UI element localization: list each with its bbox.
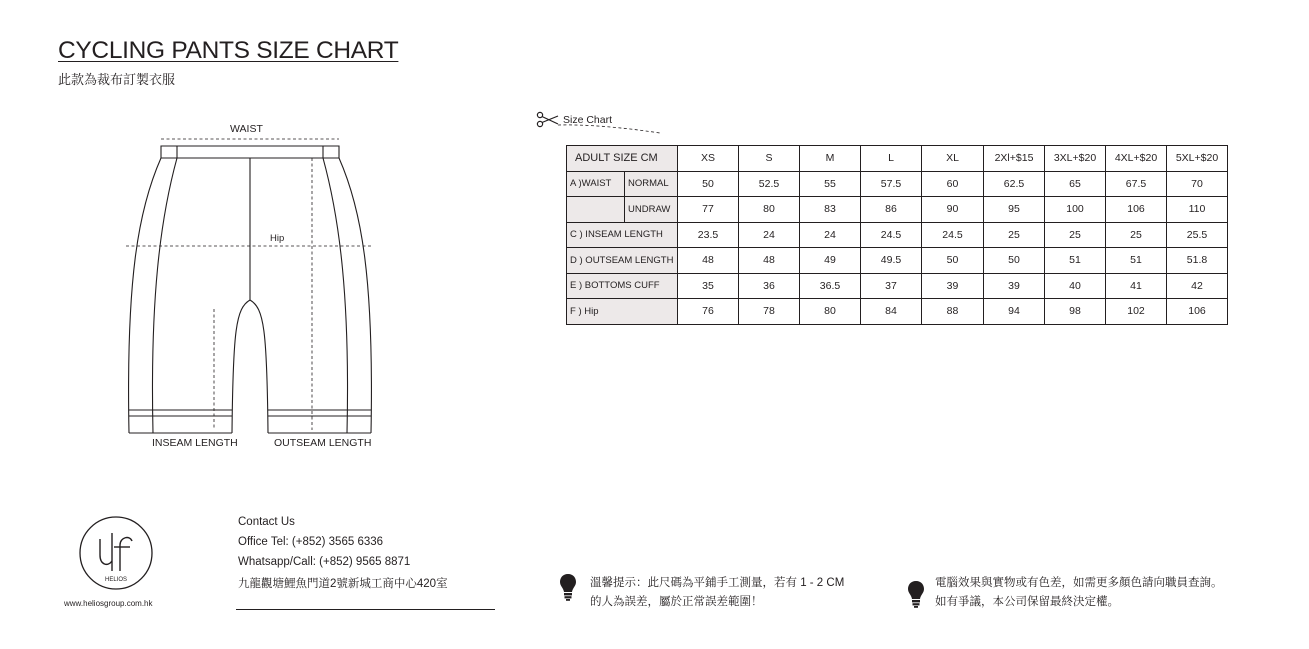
color-note [935, 574, 1223, 612]
table-row [567, 222, 1228, 248]
table-cell: 78 [739, 299, 800, 325]
table-cell: 42 [1167, 273, 1228, 299]
table-cell: 95 [984, 197, 1045, 223]
table-header-row [567, 146, 1228, 172]
waist-label: WAIST [230, 123, 263, 135]
table-cell: 86 [861, 197, 922, 223]
table-row [567, 299, 1228, 325]
table-cell: 65 [1045, 171, 1106, 197]
measurement-note-line: 溫馨提示：此尺碼為平鋪手工測量，若有 1 - 2 CM [590, 577, 845, 589]
inseam-length-label: INSEAM LENGTH [152, 437, 238, 449]
table-cell: 62.5 [984, 171, 1045, 197]
whatsapp-phone: Whatsapp/Call: (+852) 9565 8871 [238, 556, 411, 568]
color-note-line: 如有爭議，本公司保留最終決定權。 [935, 596, 1119, 608]
table-cell: 83 [800, 197, 861, 223]
size-header: XL [922, 146, 984, 172]
table-cell: 24.5 [861, 222, 922, 248]
lightbulb-icon [559, 573, 577, 601]
left-outer-seam [129, 158, 161, 433]
left-inseam [232, 300, 250, 433]
table-cell: 37 [861, 273, 922, 299]
table-cell: 35 [678, 273, 739, 299]
contact-title: Contact Us [238, 516, 295, 528]
helios-logo [78, 515, 154, 591]
table-row [567, 197, 1228, 223]
row-label: UNDRAW [625, 197, 678, 223]
address: 九龍觀塘鯉魚門道2號新城工商中心420室 [238, 578, 448, 590]
row-group-label [567, 197, 625, 223]
table-cell: 60 [922, 171, 984, 197]
table-cell: 50 [678, 171, 739, 197]
contact-divider [236, 609, 495, 610]
table-cell: 94 [984, 299, 1045, 325]
table-cell: 25 [1106, 222, 1167, 248]
table-cell: 51.8 [1167, 248, 1228, 274]
table-cell: 48 [678, 248, 739, 274]
row-group-label: A )WAIST [567, 171, 625, 197]
hip-label: Hip [270, 233, 285, 244]
table-cell: 102 [1106, 299, 1167, 325]
table-cell: 88 [922, 299, 984, 325]
right-outer-seam [339, 158, 371, 433]
row-label: E ) BOTTOMS CUFF [567, 273, 678, 299]
table-cell: 25 [1045, 222, 1106, 248]
measurement-note-line: 的人為誤差，屬於正常誤差範圍！ [590, 596, 763, 608]
row-label: D ) OUTSEAM LENGTH [567, 248, 678, 274]
table-cell: 50 [922, 248, 984, 274]
row-label: C ) INSEAM LENGTH [567, 222, 678, 248]
table-cell: 36.5 [800, 273, 861, 299]
outseam-length-label: OUTSEAM LENGTH [274, 437, 372, 449]
table-cell: 24.5 [922, 222, 984, 248]
size-header: 5XL+$20 [1167, 146, 1228, 172]
table-cell: 36 [739, 273, 800, 299]
table-cell: 57.5 [861, 171, 922, 197]
size-header: 2Xl+$15 [984, 146, 1045, 172]
table-cell: 77 [678, 197, 739, 223]
table-cell: 90 [922, 197, 984, 223]
waistband-outline [161, 146, 339, 158]
table-row [567, 248, 1228, 274]
table-cell: 80 [739, 197, 800, 223]
table-cell: 106 [1167, 299, 1228, 325]
size-header: M [800, 146, 861, 172]
table-cell: 110 [1167, 197, 1228, 223]
cycling-pants-diagram [120, 130, 380, 440]
table-cell: 70 [1167, 171, 1228, 197]
table-cell: 106 [1106, 197, 1167, 223]
table-cell: 84 [861, 299, 922, 325]
table-row [567, 171, 1228, 197]
table-cell: 48 [739, 248, 800, 274]
color-note-line: 電腦效果與實物或有色差，如需更多顏色請向職員查詢。 [935, 577, 1223, 589]
table-cell: 23.5 [678, 222, 739, 248]
table-cell: 51 [1045, 248, 1106, 274]
table-cell: 24 [739, 222, 800, 248]
table-cell: 67.5 [1106, 171, 1167, 197]
table-cell: 24 [800, 222, 861, 248]
table-cell: 55 [800, 171, 861, 197]
office-phone: Office Tel: (+852) 3565 6336 [238, 536, 384, 548]
page-subtitle: 此款為裁布訂製衣服 [58, 72, 176, 87]
table-cell: 52.5 [739, 171, 800, 197]
size-header: 3XL+$20 [1045, 146, 1106, 172]
size-header: XS [678, 146, 739, 172]
table-cell: 49 [800, 248, 861, 274]
row-label: NORMAL [625, 171, 678, 197]
table-cell: 98 [1045, 299, 1106, 325]
table-cell: 39 [922, 273, 984, 299]
table-cell: 50 [984, 248, 1045, 274]
table-cell: 25.5 [1167, 222, 1228, 248]
lightbulb-icon [907, 580, 925, 608]
table-cell: 40 [1045, 273, 1106, 299]
table-cell: 41 [1106, 273, 1167, 299]
size-header: 4XL+$20 [1106, 146, 1167, 172]
table-cell: 51 [1106, 248, 1167, 274]
row-label: F ) Hip [567, 299, 678, 325]
size-header: L [861, 146, 922, 172]
page-title: CYCLING PANTS SIZE CHART [58, 37, 399, 64]
table-cell: 49.5 [861, 248, 922, 274]
svg-text:HELIOS: HELIOS [104, 577, 128, 583]
table-cell: 80 [800, 299, 861, 325]
size-header: S [739, 146, 800, 172]
measurement-note [590, 574, 844, 612]
website-link[interactable]: www.heliosgroup.com.hk [64, 599, 153, 608]
table-cell: 76 [678, 299, 739, 325]
table-cell: 100 [1045, 197, 1106, 223]
table-row [567, 273, 1228, 299]
table-cell: 25 [984, 222, 1045, 248]
size-chart-caption: Size Chart [563, 114, 613, 126]
table-cell: 39 [984, 273, 1045, 299]
right-inseam [250, 300, 268, 433]
size-chart-table [566, 145, 1228, 325]
corner-label: ADULT SIZE CM [567, 146, 678, 172]
